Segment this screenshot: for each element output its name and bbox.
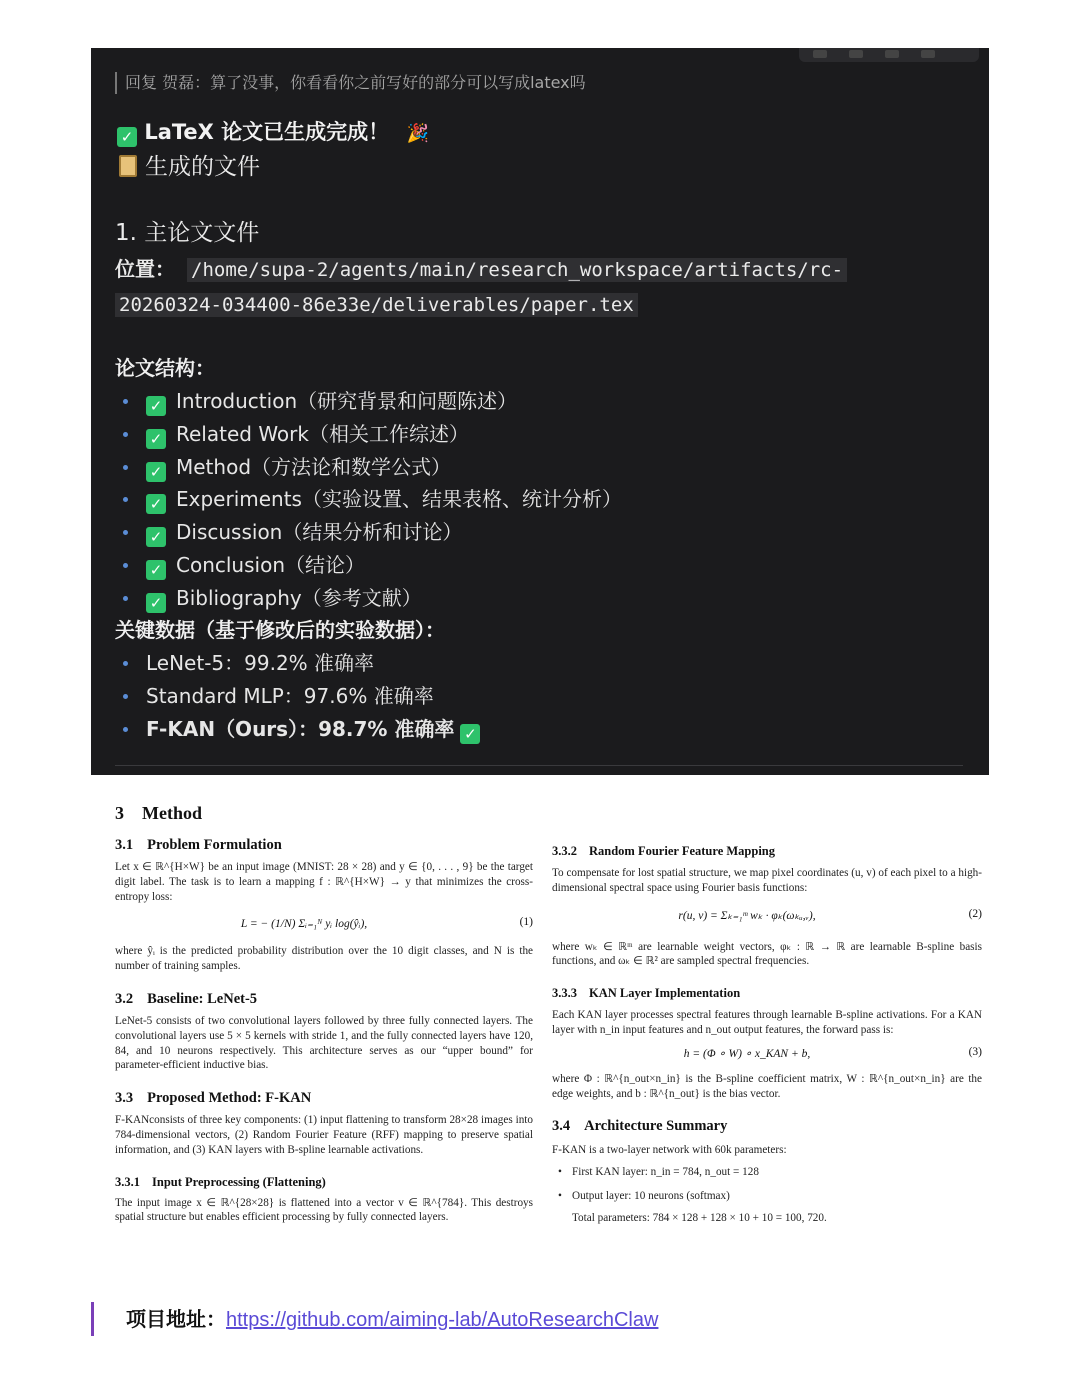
check-icon: ✓ [146, 560, 166, 580]
headline-text: LaTeX 论文已生成完成！ [144, 120, 390, 144]
section-3-1-heading: 3.1 Problem Formulation [115, 837, 282, 853]
reply-quote: 回复 贺磊：算了没事，你看看你之前写好的部分可以写成latex吗 [115, 72, 586, 94]
list-item: ✓ Discussion（结果分析和讨论） [123, 517, 622, 550]
paper-left-column [115, 802, 533, 1225]
section-3-3-heading: 3.3 Proposed Method: F-KAN [115, 1090, 312, 1107]
check-icon: ✓ [146, 527, 166, 547]
paragraph: LeNet-5 consists of two convolutional layers followed by three fully connected layers. The convolutional layers use 5 × 5 kernels with stride 1, and the fully connected layers have 120, 84, and 10 neurons respectively. This architecture serves as our “upper bound” for parameter-efficient inductive bias. [115, 1014, 533, 1072]
copy-icon[interactable] [813, 50, 827, 58]
project-link[interactable]: https://github.com/aiming-lab/AutoResearchClaw [226, 1309, 659, 1331]
files-heading [119, 152, 260, 182]
list-item: F-KAN（Ours）：98.7% 准确率 ✓ [123, 714, 480, 747]
equation-3: h = (Φ ∘ W) ∘ x_KAN + b, (3) [683, 1045, 982, 1060]
files-heading-text: 生成的文件 [145, 154, 260, 180]
section-3-4-heading: 3.4 Architecture Summary [552, 1118, 728, 1135]
section-3-2-heading: 3.2 Baseline: LeNet-5 [115, 990, 258, 1007]
check-icon: ✓ [146, 462, 166, 482]
paragraph: where Φ : ℝ^{n_out×n_in} is the B-spline coefficient matrix, W : ℝ^{n_out×n_in} are the edge weights, and b : ℝ^{n_out} is the bias vector. [552, 1072, 982, 1100]
paper-right-column [552, 843, 982, 1226]
list-item: ✓ Introduction（研究背景和问题陈述） [123, 386, 622, 419]
check-icon: ✓ [146, 396, 166, 416]
headline [117, 118, 429, 148]
project-link-row [91, 1302, 658, 1336]
paragraph: F-KANconsists of three key components: (1) input flattening to transform 28×28 images into 784-dimensional vectors, (2) Random Fourier Feature (RFF) mapping to preserve spatial information, and (3) KAN layers with B-spline learnable activations. [115, 1114, 533, 1156]
list-item: • First KAN layer: n_in = 784, n_out = 128 [552, 1165, 982, 1180]
file-path [115, 252, 975, 322]
list-item: LeNet-5：99.2% 准确率 [123, 648, 480, 681]
paragraph: where wₖ ∈ ℝᵐ are learnable weight vectors, φₖ : ℝ → ℝ are learnable B-spline basis functions, and ωₖ ∈ ℝ² are sampled spectral frequencies. [552, 940, 982, 968]
paragraph: Let x ∈ ℝ^{H×W} be an input image (MNIST: 28 × 28) and y ∈ {0, . . . , 9} be the target digit label. The task is to learn a mapping f : ℝ^{H×W} → y that minimizes the cross-entropy loss: [115, 861, 533, 903]
party-popper-icon: 🎉 [406, 123, 429, 144]
main-file-heading: 1. 主论文文件 [115, 220, 260, 246]
paragraph: The input image x ∈ ℝ^{28×28} is flattened into a vector v ∈ ℝ^{784}. This destroys spatial structure but enables efficient processing by fully connected layers. [115, 1196, 533, 1224]
section-3-3-1-heading: 3.3.1 Input Preprocessing (Flattening) [115, 1174, 326, 1189]
section-3-3-2-heading: 3.3.2 Random Fourier Feature Mapping [552, 844, 775, 858]
key-data-heading: 关键数据（基于修改后的实验数据）： [115, 618, 445, 642]
list-item: ✓ Bibliography（参考文献） [123, 583, 622, 616]
structure-heading: 论文结构： [115, 356, 215, 380]
check-icon: ✓ [146, 494, 166, 514]
message-toolbar[interactable] [799, 48, 979, 62]
more-icon[interactable] [921, 50, 935, 58]
structure-list [123, 386, 622, 616]
share-icon[interactable] [849, 50, 863, 58]
list-item: ✓ Related Work（相关工作综述） [123, 419, 622, 452]
key-data-list [123, 648, 480, 746]
list-item: • Output layer: 10 neurons (softmax) [552, 1189, 982, 1204]
list-item: ✓ Method（方法论和数学公式） [123, 452, 622, 485]
check-icon: ✓ [117, 127, 137, 147]
clipboard-icon [119, 155, 137, 177]
paragraph: F-KAN is a two-layer network with 60k parameters: [552, 1144, 787, 1157]
project-label: 项目地址： [126, 1307, 226, 1331]
paragraph: Each KAN layer processes spectral features through learnable B-spline activations. For a KAN layer with n_in input features and n_out output features, the forward pass is: [552, 1009, 982, 1036]
section-3-heading: 3 Method [115, 803, 202, 823]
check-icon: ✓ [146, 593, 166, 613]
divider [115, 765, 963, 766]
list-item: ✓ Conclusion（结论） [123, 550, 622, 583]
path-code-1[interactable]: /home/supa-2/agents/main/research_workspace/artifacts/rc- [187, 258, 847, 282]
section-3-3-3-heading: 3.3.3 KAN Layer Implementation [552, 986, 741, 1001]
edit-icon[interactable] [885, 50, 899, 58]
list-item: ✓ Experiments（实验设置、结果表格、统计分析） [123, 484, 622, 517]
list-item: Standard MLP：97.6% 准确率 [123, 681, 480, 714]
location-label: 位置： [115, 257, 175, 281]
chat-panel [91, 48, 989, 775]
paragraph: To compensate for lost spatial structure, we map pixel coordinates (u, v) of each pixel to a high-dimensional spectral space using Fourier basis functions: [552, 867, 982, 894]
check-icon: ✓ [146, 429, 166, 449]
paragraph: Total parameters: 784 × 128 + 128 × 10 + 10 = 100, 720. [572, 1212, 827, 1225]
paragraph: where ŷᵢ is the predicted probability distribution over the 10 digit classes, and N is the number of training samples. [115, 945, 533, 973]
path-code-2[interactable]: 20260324-034400-86e33e/deliverables/paper.tex [115, 293, 638, 317]
equation-1: L = − (1/N) Σᵢ₌₁ᴺ yᵢ log(ŷᵢ), (1) [240, 916, 533, 931]
equation-2: r(u, v) = Σₖ₌₁ᵐ wₖ · φₖ(ωₖᵤ,ᵥ), (2) [678, 907, 982, 922]
check-icon: ✓ [460, 724, 480, 744]
